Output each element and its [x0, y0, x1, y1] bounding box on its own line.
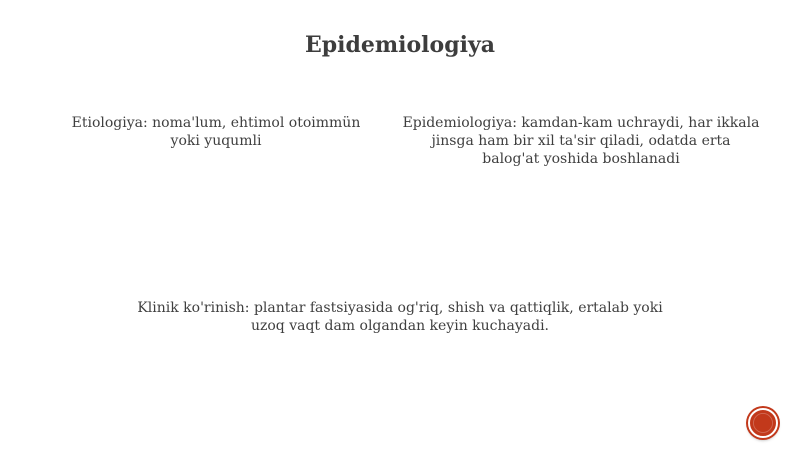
epidemiology-text: Epidemiologiya: kamdan-kam uchraydi, har ikkala jinsga ham bir xil ta'sir qiladi, odatda erta balog'at yoshida boshlanadi	[402, 115, 760, 167]
slide-nav-button[interactable]	[748, 408, 778, 438]
etiology-text: Etiologiya: noma'lum, ehtimol otoimmün yoki yuqumli	[71, 115, 361, 149]
slide-title: Epidemiologiya	[304, 32, 495, 58]
circle-button-icon	[750, 410, 776, 436]
clinical-presentation-text: Klinik ko'rinish: plantar fastsiyasida og'riq, shish va qattiqlik, ertalab yoki uzoq vaqt dam olgandan keyin kuchayadi.	[137, 300, 663, 334]
